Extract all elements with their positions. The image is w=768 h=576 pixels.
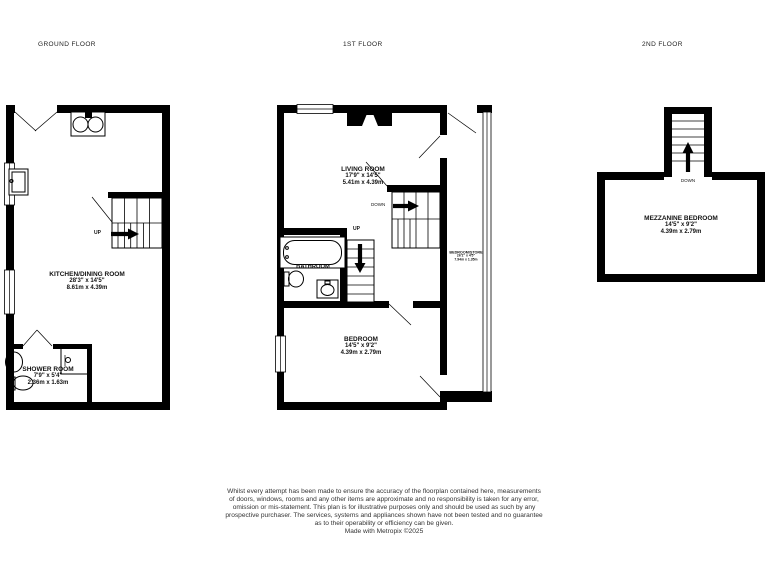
french-doors (15, 112, 57, 131)
second-staircase (672, 121, 704, 172)
room-name: KITCHEN/DINING ROOM (49, 271, 125, 278)
room-name: BEDROOM/STORE (449, 251, 483, 255)
room-name: SHOWER ROOM (22, 366, 74, 373)
first-down-staircase (392, 192, 440, 248)
room-dims-imperial: 7'9" x 5'4" (33, 373, 63, 379)
room-label-living (341, 166, 385, 186)
disclaimer-line: Whilst every attempt has been made to ensure the accuracy of the floorplan contained here, measurements (227, 488, 541, 495)
room-label-mezzanine (644, 215, 718, 235)
second-floor-plan (597, 107, 765, 282)
first-window (276, 336, 286, 372)
room-dims-metric: 5.41m x 4.39m (342, 179, 384, 186)
chimney-breast (347, 113, 392, 126)
room-label-bathroom (296, 264, 330, 271)
bifold-door (23, 330, 37, 346)
room-dims-metric: 7.94m x 1.35m (454, 257, 478, 262)
up-arrow-icon (683, 142, 694, 172)
room-dims-imperial: 14'5" x 9'2" (345, 343, 377, 349)
room-label-kitchen (49, 271, 124, 291)
room-label-bedroom (341, 336, 382, 356)
disclaimer-credit: Made with Metropix ©2025 (344, 528, 424, 536)
disclaimer-line: as to their operability or efficiency can be given. (314, 520, 454, 528)
kitchen-sink-icon (9, 169, 28, 195)
room-dims-imperial: 26'1" x 4'5" (456, 254, 476, 258)
stair-label-first-up: UP (353, 226, 360, 232)
stair-label-second-down: DOWN (680, 178, 696, 183)
toilet-icon (284, 271, 304, 287)
disclaimer-line: prospective purchaser. The services, systems and appliances shown have not been tested and no guarantee (225, 512, 543, 520)
room-label-store (439, 251, 493, 269)
room-name: BEDROOM (344, 336, 378, 343)
floor-title-first: 1ST FLOOR (343, 41, 383, 48)
floor-title-ground: GROUND FLOOR (38, 41, 96, 48)
room-label-shower (22, 366, 73, 386)
basin-icon (317, 280, 338, 298)
ground-floor-plan (5, 105, 171, 410)
disclaimer-text (214, 488, 554, 537)
bifold-door (37, 330, 52, 346)
room-name: LIVING ROOM (341, 166, 385, 173)
ground-staircase (92, 197, 162, 248)
first-window (297, 105, 333, 114)
room-dims-metric: 4.39m x 2.79m (660, 228, 702, 235)
room-dims-imperial: 28'3" x 14'5" (69, 278, 105, 284)
hob-icon (71, 112, 105, 136)
second-walls (597, 107, 765, 282)
stair-label-ground-up: UP (94, 230, 101, 236)
disclaimer-line: of doors, windows, rooms and any other items are approximate and no responsibility is taken for any error, (229, 496, 539, 504)
room-dims-imperial: 14'5" x 9'2" (665, 222, 697, 228)
room-dims-metric: 8.61m x 4.39m (66, 284, 108, 291)
disclaimer-line: omission or mis-statement. This plan is for illustrative purposes only and should be used as such by any (232, 504, 536, 512)
first-up-staircase (347, 240, 374, 302)
room-dims-imperial: 17'9" x 14'5" (345, 173, 381, 179)
room-name: MEZZANINE BEDROOM (644, 215, 718, 222)
room-dims-metric: 4.39m x 2.79m (340, 349, 382, 356)
room-name: BATHROOM (296, 264, 330, 270)
floor-title-second: 2ND FLOOR (642, 41, 683, 48)
ground-window (5, 270, 15, 314)
room-dims-metric: 2.36m x 1.63m (27, 379, 69, 386)
stair-label-first-down: DOWN (371, 202, 386, 207)
